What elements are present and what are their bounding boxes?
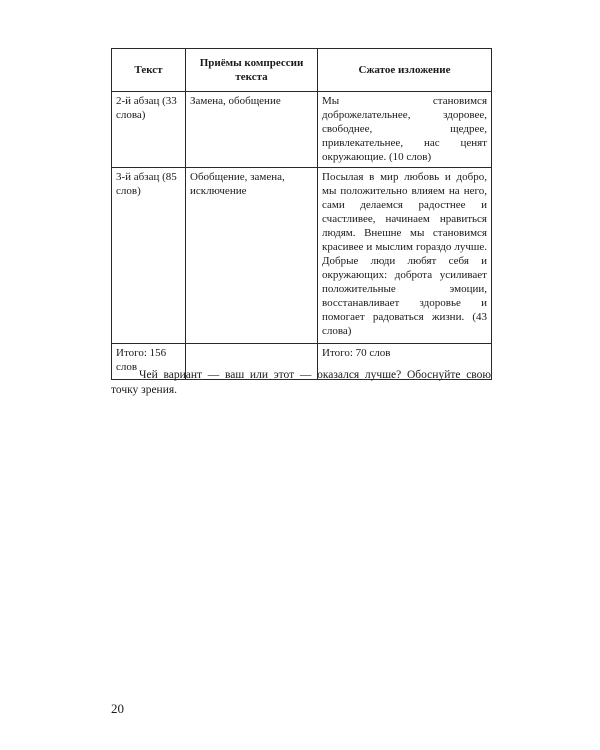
- cell-text: 2-й абзац (33 слова): [112, 92, 186, 168]
- table-header-row: [112, 49, 492, 92]
- compression-table: [111, 48, 492, 380]
- cell-text: Итого: 156 слов: [112, 344, 186, 380]
- page-number: 20: [111, 701, 124, 716]
- header-text: Текст: [112, 49, 186, 92]
- question-paragraph: Чей вариант — ваш или этот — оказался лучше? Обоснуйте свою точку зрения.: [111, 369, 491, 396]
- cell-techniques: Замена, обобщение: [186, 92, 318, 168]
- header-summary: Сжатое изложение: [318, 49, 492, 92]
- cell-text: 3-й абзац (85 слов): [112, 168, 186, 344]
- table-row: [112, 92, 492, 168]
- cell-summary: Посылая в мир любовь и добро, мы положительно влияем на него, сами делаемся радостнее и счастливее, начинаем нравиться людям. Внешне мы становимся красивее и мыслим гораздо лучше. Добрые люди любят себя и окружающих: доброта усиливает положительные эмоции, восстанавливает здоровье и помогает радоваться жизни. (43 слова): [318, 168, 492, 344]
- cell-summary: Итого: 70 слов: [318, 344, 492, 380]
- header-techniques: Приёмы компрессии текста: [186, 49, 318, 92]
- table-row: [112, 168, 492, 344]
- cell-summary: Мы становимся доброжелательнее, здоровее, свободнее, щедрее, привлекательнее, нас ценят окружающие. (10 слов): [318, 92, 492, 168]
- cell-techniques: Обобщение, замена, исключение: [186, 168, 318, 344]
